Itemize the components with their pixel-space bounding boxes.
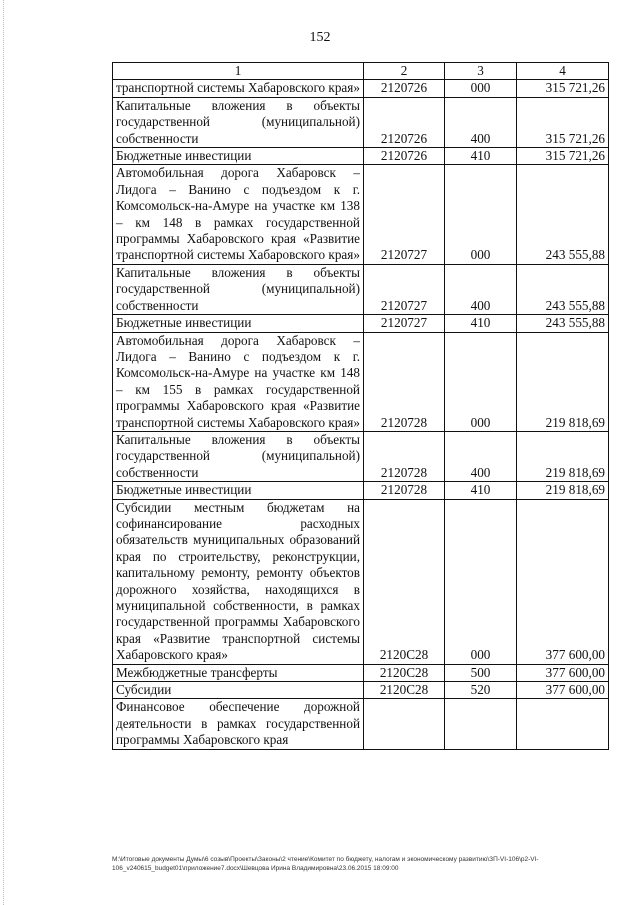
amount-cell: 243 555,88 [517,264,609,314]
target-code-cell: 2120726 [364,80,445,97]
table-body [113,80,609,749]
amount-cell: 377 600,00 [517,682,609,699]
target-code-cell [364,699,445,749]
target-code-cell: 2120С28 [364,682,445,699]
expense-type-cell: 410 [445,148,517,165]
table-row [113,315,609,332]
row-name-cell: Субсидии [113,682,364,699]
row-name-cell: Бюджетные инвестиции [113,482,364,499]
table-row [113,664,609,681]
table-row [113,482,609,499]
target-code-cell: 2120С28 [364,499,445,664]
amount-cell: 377 600,00 [517,664,609,681]
table-row [113,431,609,481]
amount-cell: 219 818,69 [517,482,609,499]
target-code-cell: 2120726 [364,97,445,147]
row-name-cell: Капитальные вложения в объекты государственной (муниципальной) собственности [113,97,364,147]
page-number: 152 [309,30,331,45]
expense-type-cell: 000 [445,80,517,97]
target-code-cell: 2120728 [364,431,445,481]
expense-type-cell: 520 [445,682,517,699]
scan-edge-marks [3,0,5,905]
table-row [113,264,609,314]
row-name-cell: Бюджетные инвестиции [113,315,364,332]
expense-type-cell: 400 [445,97,517,147]
budget-table [112,62,609,750]
column-header: 2 [364,63,445,80]
row-name-cell: транспортной системы Хабаровского края» [113,80,364,97]
expense-type-cell: 000 [445,332,517,431]
row-name-cell: Капитальные вложения в объекты государственной (муниципальной) собственности [113,431,364,481]
table-header-row [113,63,609,80]
table-row [113,80,609,97]
row-name-cell: Финансовое обеспечение дорожной деятельности в рамках государственной программы Хабаровского края [113,699,364,749]
amount-cell: 219 818,69 [517,431,609,481]
table-row [113,699,609,749]
row-name-cell: Бюджетные инвестиции [113,148,364,165]
target-code-cell: 2120726 [364,148,445,165]
row-name-cell: Межбюджетные трансферты [113,664,364,681]
target-code-cell: 2120728 [364,332,445,431]
amount-cell: 243 555,88 [517,165,609,264]
table-row [113,682,609,699]
table-row [113,148,609,165]
table-row [113,499,609,664]
expense-type-cell: 410 [445,482,517,499]
target-code-cell: 2120727 [364,264,445,314]
expense-type-cell [445,699,517,749]
amount-cell: 243 555,88 [517,315,609,332]
expense-type-cell: 000 [445,165,517,264]
expense-type-cell: 000 [445,499,517,664]
expense-type-cell: 400 [445,264,517,314]
target-code-cell: 2120727 [364,165,445,264]
amount-cell: 315 721,26 [517,97,609,147]
expense-type-cell: 410 [445,315,517,332]
amount-cell: 377 600,00 [517,499,609,664]
target-code-cell: 2120С28 [364,664,445,681]
column-header: 4 [517,63,609,80]
column-header: 3 [445,63,517,80]
amount-cell: 315 721,26 [517,80,609,97]
target-code-cell: 2120727 [364,315,445,332]
column-header: 1 [113,63,364,80]
row-name-cell: Автомобильная дорога Хабаровск – Лидога – Ванино с подъездом к г. Комсомольск-на-Амуре на участке км 138 – км 148 в рамках государственной программы Хабаровского края «Развитие транспортной системы Хабаровского края» [113,165,364,264]
amount-cell [517,699,609,749]
row-name-cell: Субсидии местным бюджетам на софинансирование расходных обязательств муниципальных образований края по строительству, реконструкции, капитальному ремонту, ремонту объектов дорожного хозяйства, находящихся в муниципальной собственности, в рамках государственной программы Хабаровского края «Развитие транспортной системы Хабаровского края» [113,499,364,664]
table-row [113,332,609,431]
document-file-path: М:\Итоговые документы Думы\6 созыв\Проекты\Законы\2 чтение\Комитет по бюджету, налогам и экономическому развитию\ЗП-VI-106\р2-VI-106_v240615_budget01\приложение7.docx\Шевцова Ирина Владимировна\23.06.2015 18:09:00 [112,856,539,872]
table-row [113,97,609,147]
row-name-cell: Капитальные вложения в объекты государственной (муниципальной) собственности [113,264,364,314]
table-row [113,165,609,264]
target-code-cell: 2120728 [364,482,445,499]
amount-cell: 219 818,69 [517,332,609,431]
expense-type-cell: 400 [445,431,517,481]
expense-type-cell: 500 [445,664,517,681]
row-name-cell: Автомобильная дорога Хабаровск – Лидога – Ванино с подъездом к г. Комсомольск-на-Амуре на участке км 148 – км 155 в рамках государственной программы Хабаровского края «Развитие транспортной системы Хабаровского края» [113,332,364,431]
amount-cell: 315 721,26 [517,148,609,165]
